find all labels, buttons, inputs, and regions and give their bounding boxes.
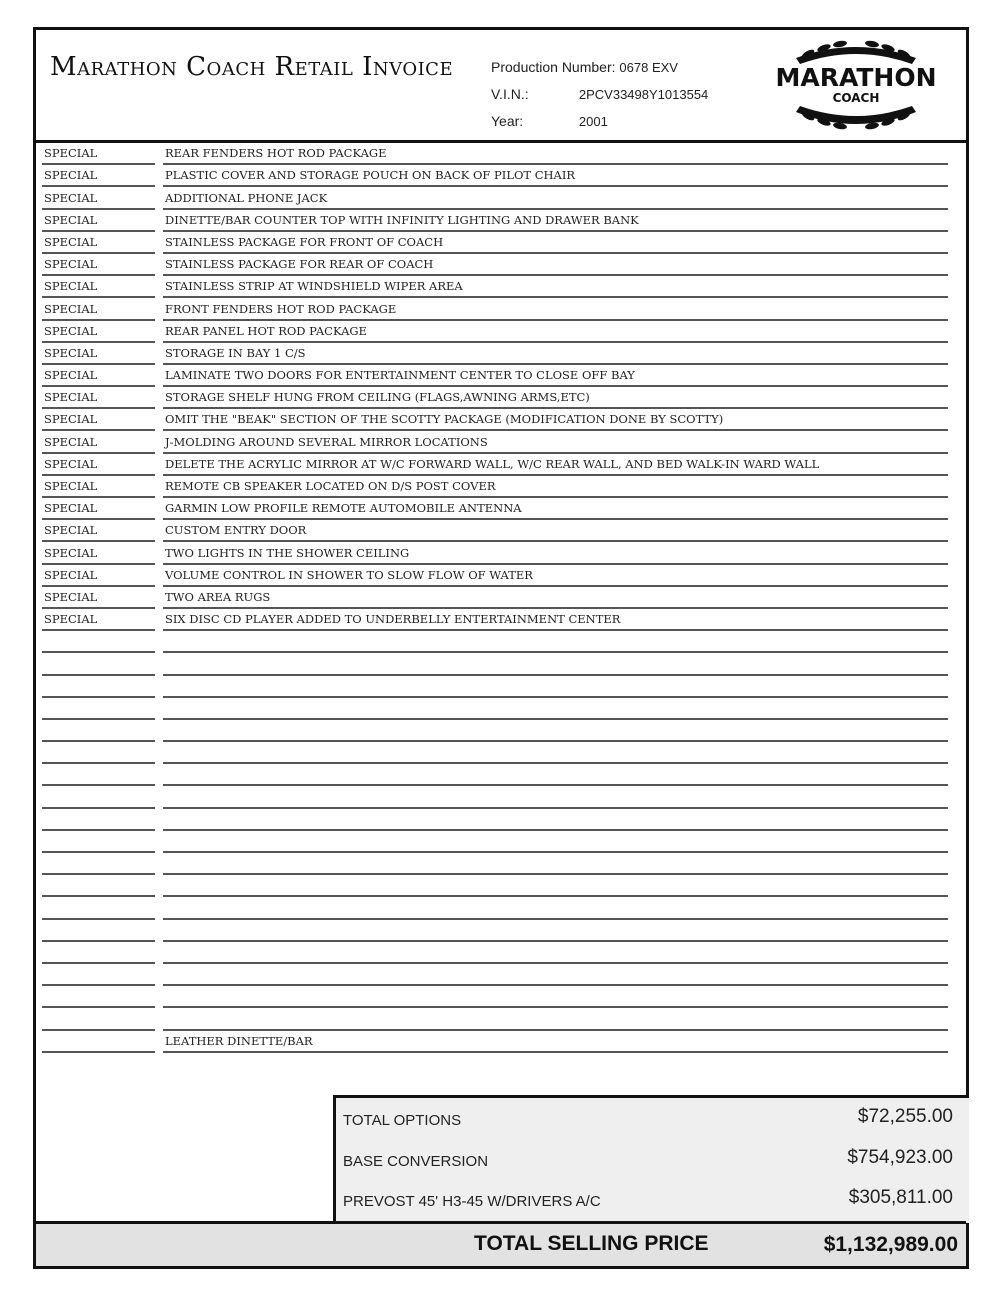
line-item-description	[163, 1010, 948, 1031]
production-number-row	[491, 54, 708, 81]
line-item-row	[42, 321, 948, 343]
line-item-description: STAINLESS PACKAGE FOR REAR OF COACH	[163, 255, 948, 276]
base-conversion-row	[336, 1139, 969, 1179]
line-item-description: STORAGE SHELF HUNG FROM CEILING (FLAGS,AWNING ARMS,ETC)	[163, 388, 948, 409]
line-item-row	[42, 254, 948, 276]
line-item-description	[163, 899, 948, 920]
line-item-row	[42, 187, 948, 209]
line-item-description	[163, 987, 948, 1008]
line-item-code	[42, 1010, 155, 1031]
line-item-code	[42, 1032, 155, 1053]
line-item-row	[42, 609, 948, 631]
vin-label: V.I.N.:	[491, 86, 529, 102]
line-item-description: SIX DISC CD PLAYER ADDED TO UNDERBELLY ENTERTAINMENT CENTER	[163, 610, 948, 631]
line-item-row	[42, 942, 948, 964]
grand-total-bar	[36, 1221, 966, 1266]
totals-box	[333, 1095, 969, 1223]
line-item-row	[42, 587, 948, 609]
line-item-description	[163, 632, 948, 653]
line-item-row	[42, 764, 948, 786]
line-item-description	[163, 876, 948, 897]
line-item-row	[42, 897, 948, 919]
line-item-code: SPECIAL	[42, 588, 155, 609]
line-item-description: FRONT FENDERS HOT ROD PACKAGE	[163, 300, 948, 321]
total-selling-price-label: TOTAL SELLING PRICE	[474, 1232, 709, 1255]
line-item-description	[163, 832, 948, 853]
line-item-row	[42, 853, 948, 875]
invoice-frame	[33, 27, 969, 1269]
line-item-code	[42, 655, 155, 676]
chassis-value: $305,811.00	[848, 1187, 953, 1208]
line-item-code: SPECIAL	[42, 366, 155, 387]
line-item-code	[42, 699, 155, 720]
line-item-row	[42, 565, 948, 587]
line-item-row	[42, 365, 948, 387]
vin-value: 2PCV33498Y1013554	[578, 87, 709, 102]
logo-text-marathon: MARATHON	[775, 63, 937, 92]
line-item-row	[42, 653, 948, 675]
line-item-description	[163, 965, 948, 986]
production-number-label: Production Number:	[491, 59, 616, 75]
line-item-row	[42, 786, 948, 808]
line-item-row	[42, 1008, 948, 1030]
year-value: 2001	[578, 114, 608, 129]
line-item-description	[163, 699, 948, 720]
line-item-description: LEATHER DINETTE/BAR	[163, 1032, 948, 1053]
line-item-code: SPECIAL	[42, 277, 155, 298]
line-item-description	[163, 810, 948, 831]
line-item-row	[42, 210, 948, 232]
line-item-row	[42, 1031, 948, 1053]
line-item-code: SPECIAL	[42, 410, 155, 431]
line-item-code: SPECIAL	[42, 610, 155, 631]
invoice-title: Marathon Coach Retail Invoice	[50, 52, 454, 82]
line-item-row	[42, 720, 948, 742]
line-item-code	[42, 943, 155, 964]
line-item-description: VOLUME CONTROL IN SHOWER TO SLOW FLOW OF WATER	[163, 566, 948, 587]
line-item-code	[42, 743, 155, 764]
line-item-code: SPECIAL	[42, 233, 155, 254]
line-item-code: SPECIAL	[42, 433, 155, 454]
line-item-code	[42, 899, 155, 920]
total-options-label: TOTAL OPTIONS	[343, 1112, 462, 1129]
line-item-description: CUSTOM ENTRY DOOR	[163, 521, 948, 542]
line-item-row	[42, 676, 948, 698]
line-item-row	[42, 498, 948, 520]
line-item-code	[42, 832, 155, 853]
line-item-description: GARMIN LOW PROFILE REMOTE AUTOMOBILE ANTENNA	[163, 499, 948, 520]
line-item-code: SPECIAL	[42, 322, 155, 343]
logo-text-coach: COACH	[832, 91, 880, 105]
line-item-description: J-MOLDING AROUND SEVERAL MIRROR LOCATIONS	[163, 433, 948, 454]
line-item-description	[163, 743, 948, 764]
line-item-description: TWO LIGHTS IN THE SHOWER CEILING	[163, 544, 948, 565]
line-item-description: STAINLESS PACKAGE FOR FRONT OF COACH	[163, 233, 948, 254]
chassis-label: PREVOST 45' H3-45 W/DRIVERS A/C	[343, 1193, 601, 1210]
line-item-description: DELETE THE ACRYLIC MIRROR AT W/C FORWARD WALL, W/C REAR WALL, AND BED WALK-IN WARD WALL	[163, 455, 948, 476]
line-item-row	[42, 143, 948, 165]
line-item-row	[42, 631, 948, 653]
line-item-row	[42, 343, 948, 365]
year-label: Year:	[491, 113, 524, 129]
line-item-code	[42, 854, 155, 875]
line-item-row	[42, 920, 948, 942]
line-item-code	[42, 876, 155, 897]
invoice-header	[36, 30, 966, 143]
line-item-code	[42, 677, 155, 698]
line-item-description	[163, 721, 948, 742]
line-item-description	[163, 765, 948, 786]
base-conversion-label: BASE CONVERSION	[343, 1153, 489, 1170]
total-options-value: $72,255.00	[857, 1106, 953, 1127]
line-item-description	[163, 788, 948, 809]
line-item-code: SPECIAL	[42, 189, 155, 210]
line-item-code	[42, 921, 155, 942]
line-item-code	[42, 788, 155, 809]
line-item-code: SPECIAL	[42, 544, 155, 565]
line-item-code: SPECIAL	[42, 211, 155, 232]
line-item-description	[163, 943, 948, 964]
options-list	[42, 143, 948, 1053]
line-item-description: LAMINATE TWO DOORS FOR ENTERTAINMENT CENTER TO CLOSE OFF BAY	[163, 366, 948, 387]
line-item-row	[42, 875, 948, 897]
line-item-code: SPECIAL	[42, 144, 155, 165]
line-item-code: SPECIAL	[42, 455, 155, 476]
line-item-code: SPECIAL	[42, 344, 155, 365]
line-item-code: SPECIAL	[42, 566, 155, 587]
line-item-row	[42, 431, 948, 453]
line-item-row	[42, 520, 948, 542]
line-item-description: STORAGE IN BAY 1 C/S	[163, 344, 948, 365]
line-item-description: TWO AREA RUGS	[163, 588, 948, 609]
total-options-row	[336, 1098, 969, 1138]
line-item-row	[42, 698, 948, 720]
line-item-code: SPECIAL	[42, 255, 155, 276]
line-item-description: STAINLESS STRIP AT WINDSHIELD WIPER AREA	[163, 277, 948, 298]
line-item-code	[42, 965, 155, 986]
vehicle-info	[491, 54, 708, 135]
total-selling-price-value: $1,132,989.00	[823, 1233, 958, 1256]
line-item-description: REMOTE CB SPEAKER LOCATED ON D/S POST COVER	[163, 477, 948, 498]
line-item-row	[42, 476, 948, 498]
line-item-row	[42, 409, 948, 431]
line-item-code: SPECIAL	[42, 499, 155, 520]
chassis-row	[336, 1179, 969, 1219]
year-row	[491, 108, 708, 135]
line-item-code: SPECIAL	[42, 521, 155, 542]
line-item-code	[42, 987, 155, 1008]
line-item-description	[163, 854, 948, 875]
line-item-row	[42, 387, 948, 409]
line-item-row	[42, 831, 948, 853]
line-item-description	[163, 677, 948, 698]
line-item-description: OMIT THE "BEAK" SECTION OF THE SCOTTY PACKAGE (MODIFICATION DONE BY SCOTTY)	[163, 410, 948, 431]
line-item-row	[42, 809, 948, 831]
line-item-description: REAR PANEL HOT ROD PACKAGE	[163, 322, 948, 343]
line-item-code	[42, 632, 155, 653]
line-item-row	[42, 454, 948, 476]
line-item-row	[42, 986, 948, 1008]
line-item-code	[42, 810, 155, 831]
line-item-row	[42, 298, 948, 320]
line-item-description: PLASTIC COVER AND STORAGE POUCH ON BACK OF PILOT CHAIR	[163, 166, 948, 187]
vin-row	[491, 81, 708, 108]
line-item-row	[42, 165, 948, 187]
line-item-description: REAR FENDERS HOT ROD PACKAGE	[163, 144, 948, 165]
production-number-value: 0678 EXV	[619, 60, 678, 75]
line-item-row	[42, 232, 948, 254]
line-item-row	[42, 276, 948, 298]
line-item-row	[42, 742, 948, 764]
line-item-description	[163, 655, 948, 676]
line-item-row	[42, 542, 948, 564]
line-item-description: DINETTE/BAR COUNTER TOP WITH INFINITY LIGHTING AND DRAWER BANK	[163, 211, 948, 232]
line-item-code: SPECIAL	[42, 477, 155, 498]
line-item-code: SPECIAL	[42, 166, 155, 187]
line-item-code: SPECIAL	[42, 300, 155, 321]
line-item-row	[42, 964, 948, 986]
line-item-code: SPECIAL	[42, 388, 155, 409]
line-item-description	[163, 921, 948, 942]
line-item-description: ADDITIONAL PHONE JACK	[163, 189, 948, 210]
base-conversion-value: $754,923.00	[847, 1147, 953, 1168]
line-item-code	[42, 765, 155, 786]
line-item-code	[42, 721, 155, 742]
marathon-coach-logo	[756, 36, 956, 136]
